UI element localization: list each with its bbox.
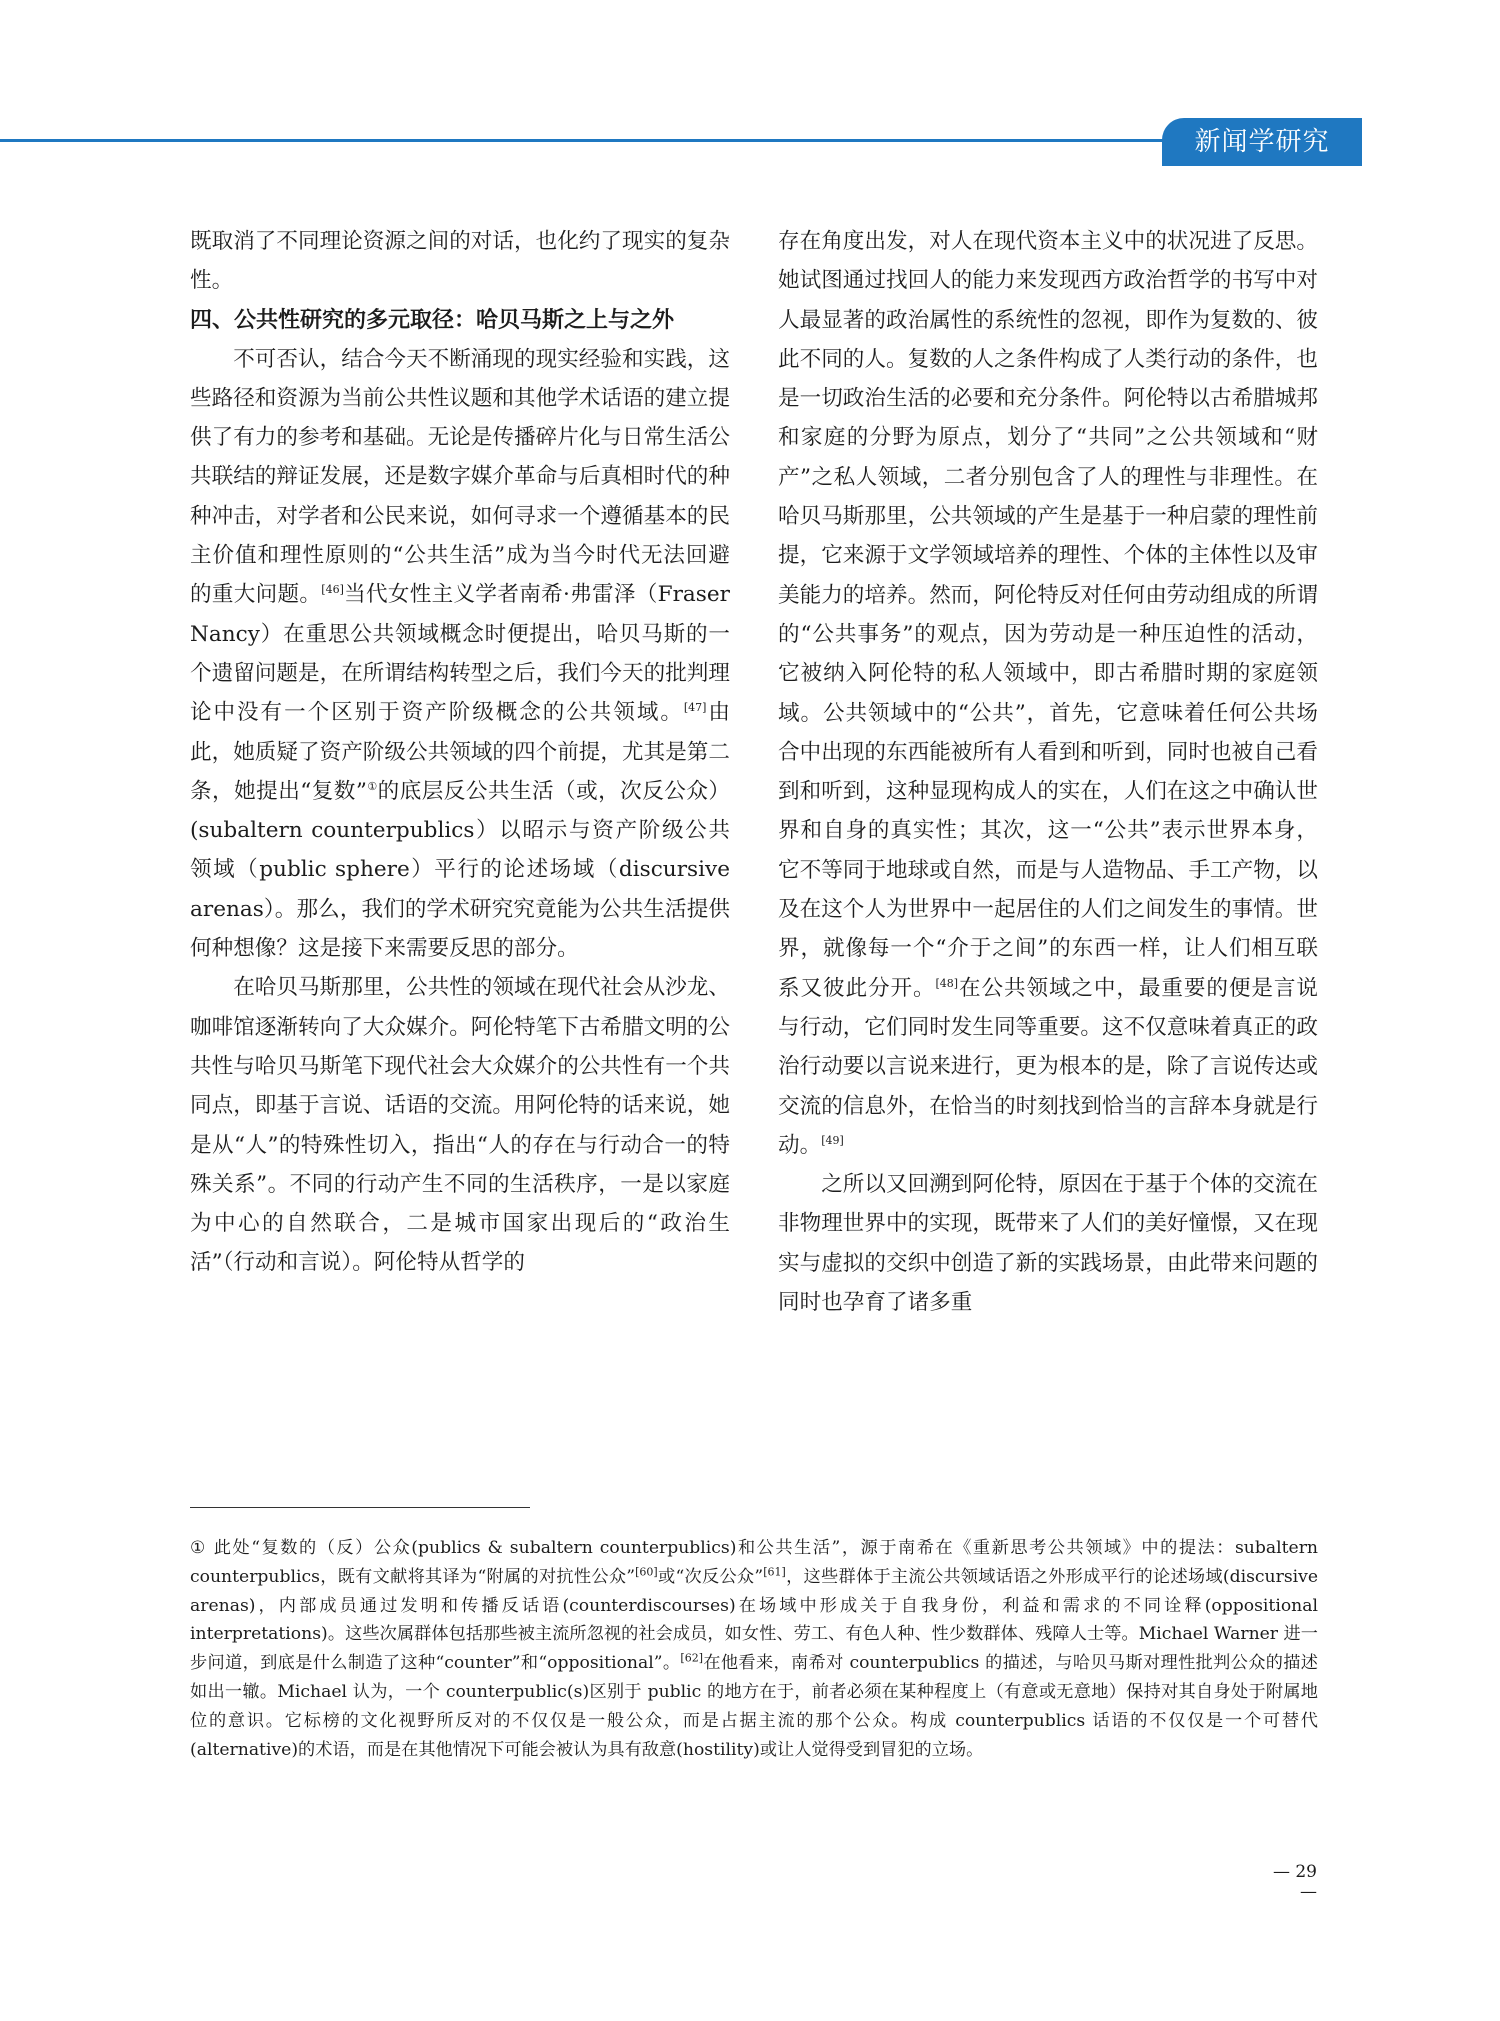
footnote-rule: [190, 1507, 530, 1508]
header-rule: [0, 139, 1170, 142]
text-run: 不可否认，结合今天不断涌现的现实经验和实践，这些路径和资源为当前公共性议题和其他学术话语的建立提供了有力的参考和基础。无论是传播碎片化与日常生活公共联结的辩证发展，还是数字媒介革命与后真相时代的种种冲击，对学者和公民来说，如何寻求一个遵循基本的民主价值和理性原则的“公共生活”成为当今时代无法回避的重大问题。: [190, 346, 730, 608]
section-heading: 四、公共性研究的多元取径：哈贝马斯之上与之外: [190, 307, 675, 333]
text-run: 的底层反公共生活（或，次反公众）(subaltern counterpublics）以昭示与资产阶级公共领域（public sphere）平行的论述场域（discursive arenas）。那么，我们的学术研究究竟能为公共生活提供何种想像？这是接下来需要反思的部分。: [190, 778, 730, 962]
citation-ref: [46]: [321, 583, 344, 597]
paragraph: 在哈贝马斯那里，公共性的领域在现代社会从沙龙、咖啡馆逐渐转向了大众媒介。阿伦特笔下古希腊文明的公共性与哈贝马斯笔下现代社会大众媒介的公共性有一个共同点，即基于言说、话语的交流。用阿伦特的话来说，她是从“人”的特殊性切入，指出“人的存在与行动合一的特殊关系”。不同的行动产生不同的生活秩序，一是以家庭为中心的自然联合，二是城市国家出现后的“政治生活”（行动和言说）。阿伦特从哲学的: [190, 975, 730, 1276]
text-run: 在公共领域之中，最重要的便是言说与行动，它们同时发生同等重要。这不仅意味着真正的政治行动要以言说来进行，更为根本的是，除了言说传达或交流的信息外，在恰当的时刻找到恰当的言辞本身就是行动。: [778, 975, 1318, 1158]
citation-ref: [61]: [763, 1565, 786, 1579]
footnote: [190, 1534, 1318, 1764]
text-run: 此处“复数的（反）公众(publics & subaltern counterpublics)和公共生活”，源于南希在《重新思考公共领域》中的提法：subaltern counterpublics，既有文献将其译为“附属的对抗性公众”: [190, 1538, 1318, 1587]
text-run: 由此，她质疑了资产阶级公共领域的四个前提，尤其是第二条，她提出“复数”: [190, 700, 730, 804]
citation-ref: [62]: [680, 1651, 703, 1665]
paragraph: 之所以又回溯到阿伦特，原因在于基于个体的交流在非物理世界中的实现，既带来了人们的美好憧憬，又在现实与虚拟的交织中创造了新的实践场景，由此带来问题的同时也孕育了诸多重: [778, 1172, 1318, 1316]
paragraph: 既取消了不同理论资源之间的对话，也化约了现实的复杂性。: [190, 229, 730, 294]
citation-ref: [49]: [821, 1133, 844, 1147]
footnote-ref: ①: [366, 779, 378, 793]
text-run: ，这些群体于主流公共领域话语之外形成平行的论述场域(discursive arenas)，内部成员通过发明和传播反话语(counterdiscourses)在场域中形成关于自我身份，利益和需求的不同诠释(oppositional interpretations)。这些次属群体包括那些被主流所忽视的社会成员，如女性、劳工、有色人种、性少数群体、残障人士等。Michael Warner 进一步问道，到底是什么制造了这种“counter”和“oppositional”。: [190, 1566, 1319, 1674]
text-run: 存在角度出发，对人在现代资本主义中的状况进了反思。她试图通过找回人的能力来发现西方政治哲学的书写中对人最显著的政治属性的系统性的忽视，即作为复数的、彼此不同的人。复数的人之条件构成了人类行动的条件，也是一切政治生活的必要和充分条件。阿伦特以古希腊城邦和家庭的分野为原点，划分了“共同”之公共领域和“财产”之私人领域，二者分别包含了人的理性与非理性。在哈贝马斯那里，公共领域的产生是基于一种启蒙的理性前提，它来源于文学领域培养的理性、个体的主体性以及审美能力的培养。然而，阿伦特反对任何由劳动组成的所谓的“公共事务”的观点，因为劳动是一种压迫性的活动，它被纳入阿伦特的私人领域中，即古希腊时期的家庭领域。公共领域中的“公共”，首先，它意味着任何公共场合中出现的东西能被所有人看到和听到，同时也被自己看到和听到，这种显现构成人的实在，人们在这之中确认世界和自身的真实性；其次，这一“公共”表示世界本身，它不等同于地球或自然，而是与人造物品、手工产物，以及在这个人为世界中一起居住的人们之间发生的事情。世界，就像每一个“介于之间”的东西一样，让人们相互联系又彼此分开。: [778, 229, 1318, 1001]
text-run: 在他看来，南希对 counterpublics 的描述，与哈贝马斯对理性批判公众的描述如出一辙。Michael 认为，一个 counterpublic(s)区别于 public 的地方在于，前者必须在某种程度上（有意或无意地）保持对其自身处于附属地位的意识。它标榜的文化视野所反对的不仅仅是一般公众，而是占据主流的那个公众。构成 counterpublics 话语的不仅仅是一个可替代(alternative)的术语，而是在其他情况下可能会被认为具有敌意(hostility)或让人觉得受到冒犯的立场。: [190, 1653, 1318, 1760]
citation-ref: [47]: [683, 701, 707, 715]
footnote-marker: ①: [190, 1538, 207, 1558]
right-column: [778, 222, 1318, 1322]
paragraph: [778, 222, 1318, 1165]
text-run: 当代女性主义学者南希·弗雷泽（Fraser Nancy）在重思公共领域概念时便提出，哈贝马斯的一个遗留问题是，在所谓结构转型之后，我们今天的批判理论中没有一个区别于资产阶级概念的公共领域。: [190, 582, 730, 726]
text-run: 或“次反公众”: [657, 1566, 764, 1587]
citation-ref: [60]: [635, 1565, 658, 1579]
left-column: [190, 222, 730, 1283]
page-number: — 29 —: [1272, 1862, 1317, 1902]
paragraph: [190, 340, 730, 969]
citation-ref: [48]: [935, 976, 959, 990]
journal-name-tab: 新闻学研究: [1162, 118, 1362, 166]
